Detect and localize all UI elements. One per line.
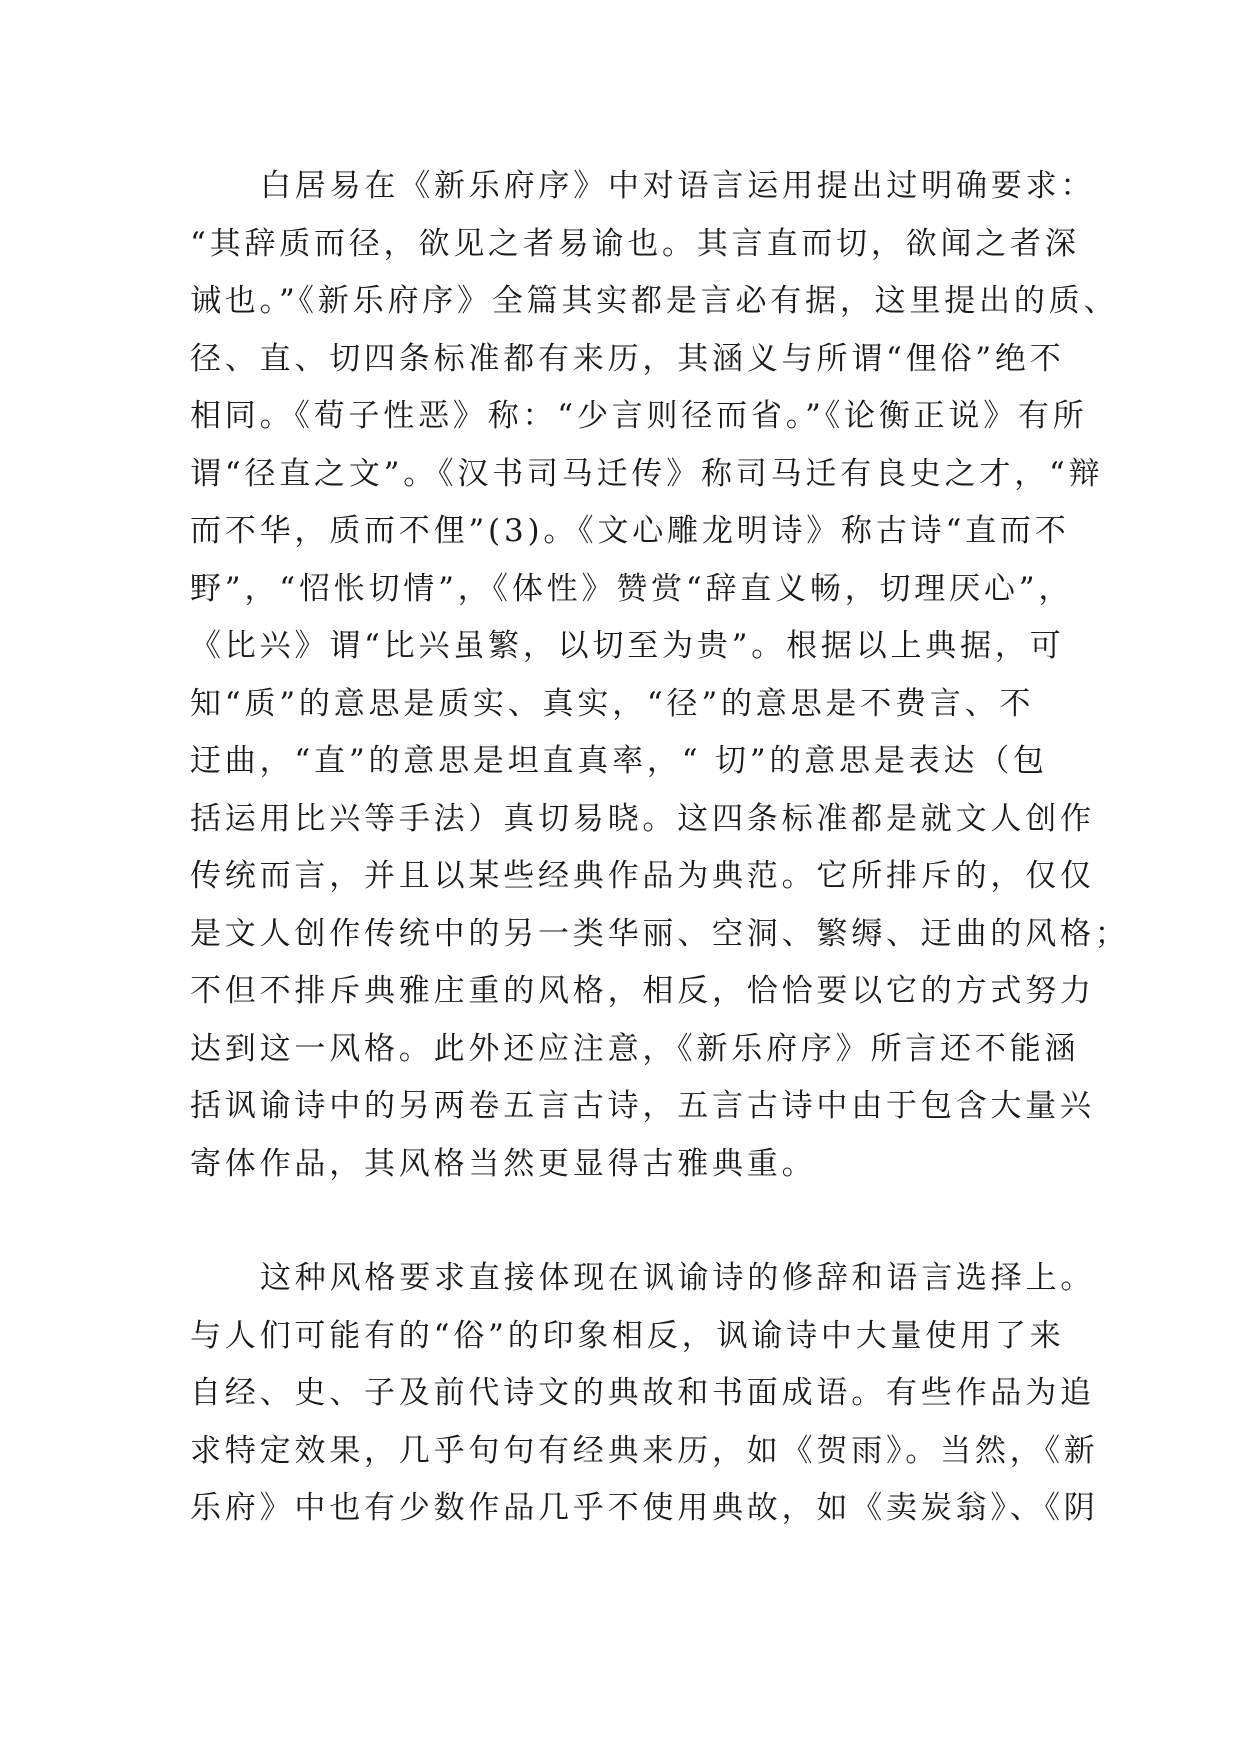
text-line: 自经、史、子及前代诗文的典故和书面成语。有些作品为追 <box>190 1375 1095 1411</box>
text-line: 求特定效果，几乎句句有经典来历，如《贺雨》。当然，《新 <box>190 1432 1099 1469</box>
text-line: 与人们可能有的“俗”的印象相反，讽谕诗中大量使用了来 <box>190 1317 1065 1354</box>
text-line: “其辞质而径，欲见之者易谕也。其言直而切，欲闻之者深 <box>190 225 1080 262</box>
text-line: 不但不排斥典雅庄重的风格，相反，恰恰要以它的方式努力 <box>190 973 1095 1009</box>
paragraph <box>190 158 1130 1193</box>
text-line: 括讽谕诗中的另两卷五言古诗，五言古诗中由于包含大量兴 <box>190 1088 1095 1124</box>
text-line: 相同。《荀子性恶》称：“少言则径而省。”《论衡正说》有所 <box>190 398 1088 434</box>
text-line: 知“质”的意思是质实、真实，“径”的意思是不费言、不 <box>190 685 1035 722</box>
text-line: 是文人创作传统中的另一类华丽、空洞、繁缛、迂曲的风格； <box>190 915 1130 952</box>
text-line: 这种风格要求直接体现在讽谕诗的修辞和语言选择上。 <box>260 1260 1096 1296</box>
text-line: 诫也。”《新乐府序》全篇其实都是言必有据，这里提出的质、 <box>190 283 1119 319</box>
text-line: 寄体作品，其风格当然更显得古雅典重。 <box>190 1145 817 1182</box>
text-line: 野”，“怊怅切情”，《体性》赞赏“辞直义畅，切理厌心”， <box>190 570 1074 607</box>
text-line: 而不华，质而不俚”(3)。《文心雕龙明诗》称古诗“直而不 <box>190 513 1070 549</box>
text-line: 传统而言，并且以某些经典作品为典范。它所排斥的，仅仅 <box>190 858 1095 894</box>
paragraph <box>190 1250 1099 1538</box>
text-line: 迂曲，“直”的意思是坦直真率，“ 切”的意思是表达（包 <box>190 743 1048 779</box>
text-line: 达到这一风格。此外还应注意，《新乐府序》所言还不能涵 <box>190 1030 1080 1067</box>
text-line: 谓“径直之文”。《汉书司马迁传》称司马迁有良史之才，“辩 <box>190 455 1104 492</box>
text-line: 括运用比兴等手法）真切易晓。这四条标准都是就文人创作 <box>190 800 1095 837</box>
text-line: 径、直、切四条标准都有来历，其涵义与所谓“俚俗”绝不 <box>190 340 1065 377</box>
text-line: 白居易在《新乐府序》中对语言运用提出过明确要求： <box>260 168 1096 204</box>
text-line: 乐府》中也有少数作品几乎不使用典故，如《卖炭翁》、《阴 <box>190 1490 1099 1526</box>
text-line: 《比兴》谓“比兴虽繁，以切至为贵”。根据以上典据，可 <box>190 628 1065 664</box>
